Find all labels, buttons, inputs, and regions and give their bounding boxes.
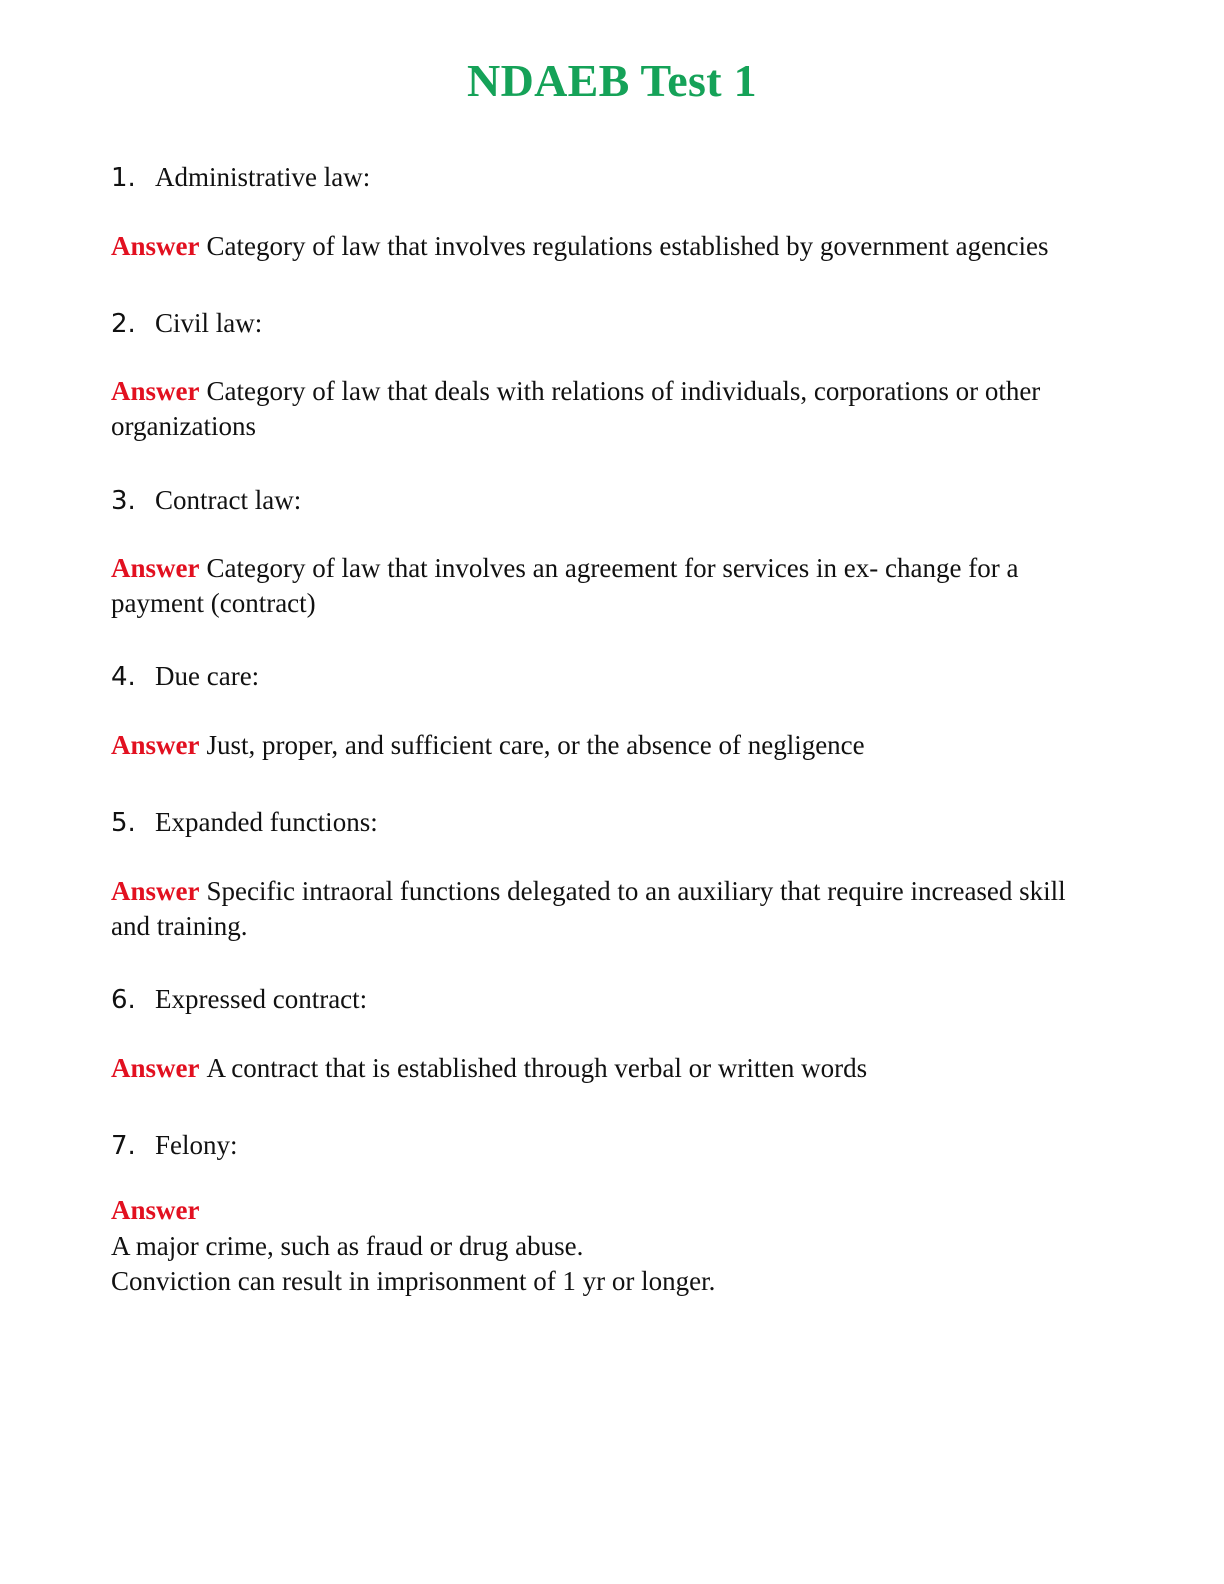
page-title: NDAEB Test 1 xyxy=(467,55,757,106)
question-line xyxy=(0,306,1224,342)
answer-text: Specific intraoral functions delegated to an auxiliary that require increased skill and training. xyxy=(111,875,1066,941)
question-text: Civil law: xyxy=(155,307,263,338)
qa-item xyxy=(0,659,1224,763)
question-number: 2. xyxy=(111,308,136,339)
question-text: Due care: xyxy=(155,661,260,692)
answer-block xyxy=(0,374,1224,444)
qa-item xyxy=(0,306,1224,445)
answer-text: Category of law that deals with relations of individuals, corporations or other organizations xyxy=(111,376,1041,442)
answer-block xyxy=(0,229,1224,264)
qa-item xyxy=(0,483,1224,622)
answer-text: Just, proper, and sufficient care, or the absence of negligence xyxy=(206,729,865,760)
question-number: 5. xyxy=(111,808,136,839)
question-number: 3. xyxy=(111,485,136,516)
answer-text: A contract that is established through verbal or written words xyxy=(206,1052,868,1083)
qa-item xyxy=(0,982,1224,1086)
answer-label: Answer xyxy=(111,1052,200,1083)
question-answer-list xyxy=(0,104,1224,1300)
answer-label: Answer xyxy=(111,875,200,906)
qa-item xyxy=(0,805,1224,944)
answer-block xyxy=(0,551,1224,621)
question-line xyxy=(0,982,1224,1018)
answer-line: A major crime, such as fraud or drug abuse. xyxy=(111,1231,584,1262)
question-text: Contract law: xyxy=(155,484,302,515)
answer-text: Category of law that involves an agreement for services in ex- change for a payment (contract) xyxy=(111,553,1019,619)
question-number: 6. xyxy=(111,984,136,1015)
answer-block xyxy=(0,874,1224,944)
qa-item xyxy=(0,1128,1224,1300)
answer-block xyxy=(0,1193,1224,1299)
answer-label: Answer xyxy=(111,376,200,407)
answer-block xyxy=(0,1051,1224,1086)
question-line xyxy=(0,659,1224,695)
qa-item xyxy=(0,160,1224,264)
question-text: Felony: xyxy=(155,1129,238,1160)
question-line xyxy=(0,1128,1224,1164)
question-line xyxy=(0,160,1224,196)
question-number: 7. xyxy=(111,1130,136,1161)
question-number: 4. xyxy=(111,662,136,693)
question-line xyxy=(0,483,1224,519)
answer-label: Answer xyxy=(111,1195,200,1226)
answer-label: Answer xyxy=(111,553,200,584)
answer-text: Category of law that involves regulations established by government agencies xyxy=(206,230,1049,261)
question-text: Administrative law: xyxy=(155,162,371,192)
answer-line: Conviction can result in imprisonment of 1 yr or longer. xyxy=(111,1266,716,1297)
answer-label: Answer xyxy=(111,729,200,760)
question-text: Expanded functions: xyxy=(155,807,378,838)
question-text: Expressed contract: xyxy=(155,983,368,1014)
question-number: 1. xyxy=(111,163,136,193)
question-line xyxy=(0,805,1224,841)
answer-label: Answer xyxy=(111,230,200,261)
answer-block xyxy=(0,728,1224,763)
